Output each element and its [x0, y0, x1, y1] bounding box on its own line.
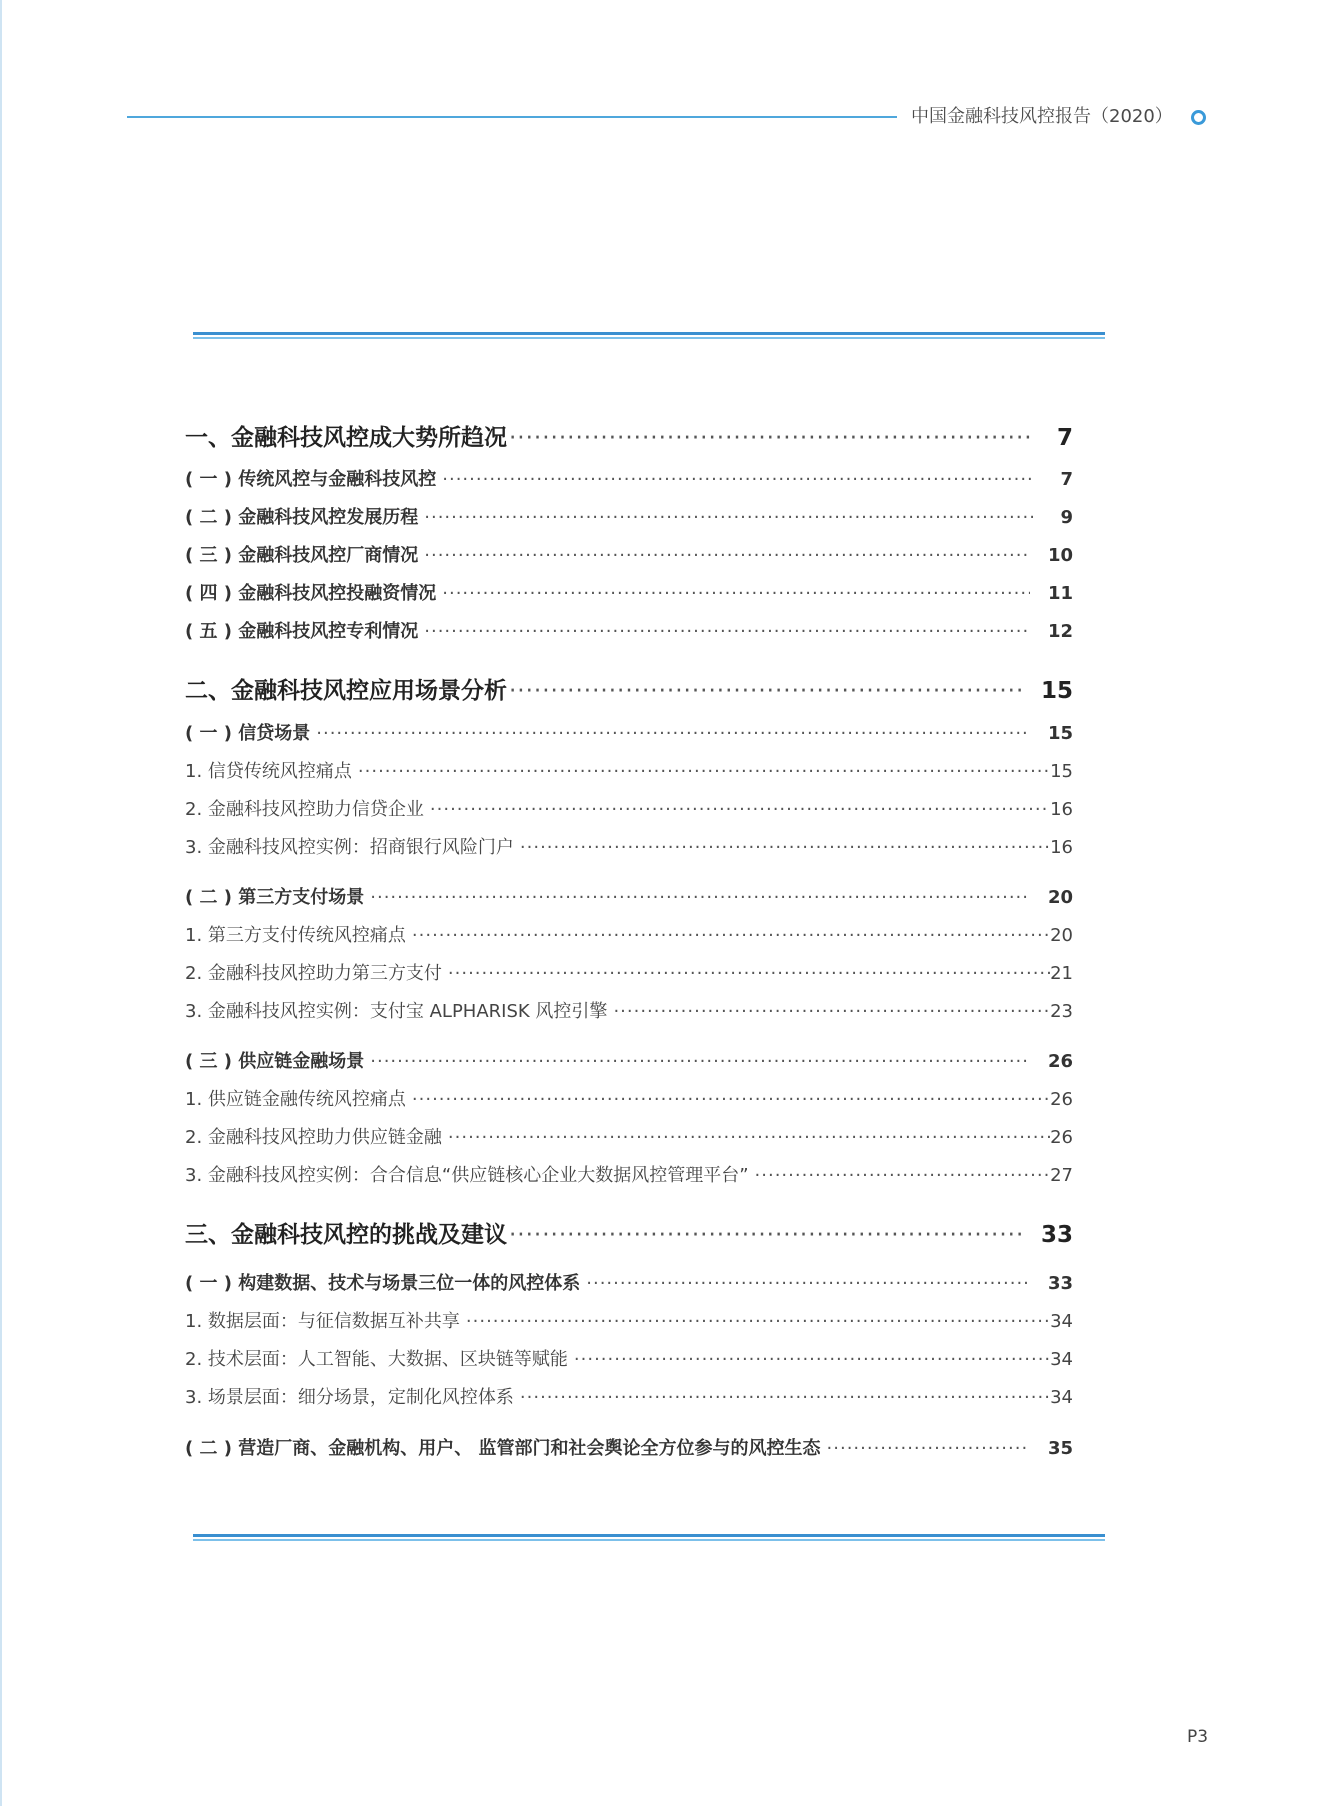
toc-entry[interactable]	[185, 1218, 1073, 1252]
toc-entry[interactable]	[185, 1086, 1073, 1114]
page-edge-line	[0, 0, 2, 1806]
toc-leader-dots	[448, 960, 1050, 988]
toc-leader-dots	[509, 674, 1021, 708]
toc-entry[interactable]	[185, 1162, 1073, 1190]
toc-entry-title: 3. 场景层面：细分场景，定制化风控体系	[185, 1387, 514, 1408]
toc-entry-page: 10	[1047, 545, 1073, 566]
toc-leader-dots	[442, 466, 1033, 494]
toc-entry-page: 23	[1050, 1001, 1073, 1022]
toc-entry-page: 34	[1050, 1387, 1073, 1408]
toc-entry[interactable]	[185, 1384, 1073, 1412]
toc-entry-title: ( 二 ) 营造厂商、金融机构、用户、 监管部门和社会舆论全方位参与的风控生态	[185, 1438, 821, 1459]
toc-leader-dots	[370, 884, 1030, 912]
toc-entry-page: 26	[1050, 1089, 1073, 1110]
toc-entry-title: 3. 金融科技风控实例：支付宝 ALPHARISK 风控引擎	[185, 1001, 608, 1022]
toc-entry[interactable]	[185, 834, 1073, 862]
toc-entry-title: ( 一 ) 传统风控与金融科技风控	[185, 469, 437, 490]
toc-entry[interactable]	[185, 580, 1073, 608]
toc-entry-page: 27	[1050, 1165, 1073, 1186]
toc-entry[interactable]	[185, 542, 1073, 570]
toc-entry[interactable]	[185, 618, 1073, 646]
toc-leader-dots	[586, 1270, 1030, 1298]
toc-entry[interactable]	[185, 922, 1073, 950]
toc-entry-page: 16	[1050, 837, 1073, 858]
report-header-title: 中国金融科技风控报告（2020）	[911, 106, 1173, 127]
toc-entry[interactable]	[185, 1346, 1073, 1374]
toc-entry-title: ( 三 ) 供应链金融场景	[185, 1051, 365, 1072]
toc-entry[interactable]	[185, 884, 1073, 912]
toc-entry-page: 20	[1050, 925, 1073, 946]
toc-leader-dots	[412, 1086, 1050, 1114]
toc-entry-title: 1. 数据层面：与征信数据互补共享	[185, 1311, 460, 1332]
toc-entry-page: 26	[1050, 1127, 1073, 1148]
toc-entry-page: 12	[1047, 621, 1073, 642]
toc-entry[interactable]	[185, 504, 1073, 532]
toc-entry-page: 15	[1050, 761, 1073, 782]
toc-entry-title: ( 一 ) 构建数据、技术与场景三位一体的风控体系	[185, 1273, 581, 1294]
toc-entry-page: 35	[1047, 1438, 1073, 1459]
toc-leader-dots	[316, 720, 1030, 748]
toc-entry-title: 3. 金融科技风控实例：招商银行风险门户	[185, 837, 514, 858]
toc-leader-dots	[509, 421, 1031, 455]
toc-entry-title: 2. 技术层面：人工智能、大数据、区块链等赋能	[185, 1349, 568, 1370]
toc-entry-title: 三、金融科技风控的挑战及建议	[185, 1222, 507, 1248]
toc-entry[interactable]	[185, 998, 1073, 1026]
toc-entry[interactable]	[185, 466, 1073, 494]
toc-entry-title: 一、金融科技风控成大势所趋况	[185, 425, 507, 451]
toc-entry-page: 26	[1047, 1051, 1073, 1072]
header-rule	[127, 116, 897, 118]
toc-leader-dots	[574, 1346, 1050, 1374]
toc-leader-dots	[448, 1124, 1050, 1152]
toc-entry[interactable]	[185, 720, 1073, 748]
toc-entry-page: 21	[1050, 963, 1073, 984]
toc-entry-page: 7	[1060, 469, 1073, 490]
toc-leader-dots	[430, 796, 1050, 824]
toc-leader-dots	[827, 1435, 1030, 1463]
toc-leader-dots	[370, 1048, 1030, 1076]
toc-entry-page: 34	[1050, 1311, 1073, 1332]
toc-entry[interactable]	[185, 1308, 1073, 1336]
toc-entry-title: 2. 金融科技风控助力第三方支付	[185, 963, 442, 984]
toc-entry-title: ( 五 ) 金融科技风控专利情况	[185, 621, 419, 642]
header-circle-icon	[1191, 110, 1206, 125]
toc-leader-dots	[509, 1218, 1021, 1252]
toc-leader-dots	[755, 1162, 1051, 1190]
toc-entry-title: 1. 信贷传统风控痛点	[185, 761, 352, 782]
toc-bottom-rule	[193, 1534, 1105, 1541]
toc-entry-title: 二、金融科技风控应用场景分析	[185, 678, 507, 704]
toc-entry[interactable]	[185, 421, 1073, 455]
toc-entry-title: 1. 第三方支付传统风控痛点	[185, 925, 406, 946]
toc-leader-dots	[520, 834, 1050, 862]
toc-entry-title: 3. 金融科技风控实例：合合信息“供应链核心企业大数据风控管理平台”	[185, 1165, 749, 1186]
toc-entry-title: 2. 金融科技风控助力信贷企业	[185, 799, 424, 820]
toc-leader-dots	[424, 542, 1030, 570]
toc-entry-page: 15	[1040, 678, 1073, 704]
toc-entry-page: 9	[1060, 507, 1073, 528]
toc-entry[interactable]	[185, 758, 1073, 786]
toc-entry-title: ( 三 ) 金融科技风控厂商情况	[185, 545, 419, 566]
toc-entry-title: 2. 金融科技风控助力供应链金融	[185, 1127, 442, 1148]
toc-entry-page: 15	[1047, 723, 1073, 744]
toc-entry[interactable]	[185, 1435, 1073, 1463]
toc-entry[interactable]	[185, 674, 1073, 708]
toc-leader-dots	[424, 618, 1030, 646]
toc-entry-page: 16	[1050, 799, 1073, 820]
toc-entry-title: ( 四 ) 金融科技风控投融资情况	[185, 583, 437, 604]
toc-entry-page: 34	[1050, 1349, 1073, 1370]
toc-leader-dots	[412, 922, 1050, 950]
toc-entry[interactable]	[185, 1124, 1073, 1152]
toc-leader-dots	[466, 1308, 1050, 1336]
toc-top-rule	[193, 332, 1105, 339]
toc-leader-dots	[520, 1384, 1050, 1412]
page-number: P3	[1187, 1727, 1209, 1747]
toc-leader-dots	[358, 758, 1050, 786]
toc-entry-title: ( 二 ) 金融科技风控发展历程	[185, 507, 419, 528]
toc-entry[interactable]	[185, 1048, 1073, 1076]
toc-entry-page: 20	[1047, 887, 1073, 908]
toc-entry-title: 1. 供应链金融传统风控痛点	[185, 1089, 406, 1110]
toc-entry-page: 7	[1056, 425, 1073, 451]
toc-entry-page: 11	[1047, 583, 1073, 604]
toc-entry[interactable]	[185, 1270, 1073, 1298]
toc-leader-dots	[613, 998, 1050, 1026]
toc-entry-title: ( 一 ) 信贷场景	[185, 723, 311, 744]
toc-leader-dots	[442, 580, 1030, 608]
toc-entry[interactable]	[185, 796, 1073, 824]
toc-entry-page: 33	[1040, 1222, 1073, 1248]
toc-entry-page: 33	[1047, 1273, 1073, 1294]
toc-entry[interactable]	[185, 960, 1073, 988]
toc-leader-dots	[424, 504, 1033, 532]
toc-entry-title: ( 二 ) 第三方支付场景	[185, 887, 365, 908]
